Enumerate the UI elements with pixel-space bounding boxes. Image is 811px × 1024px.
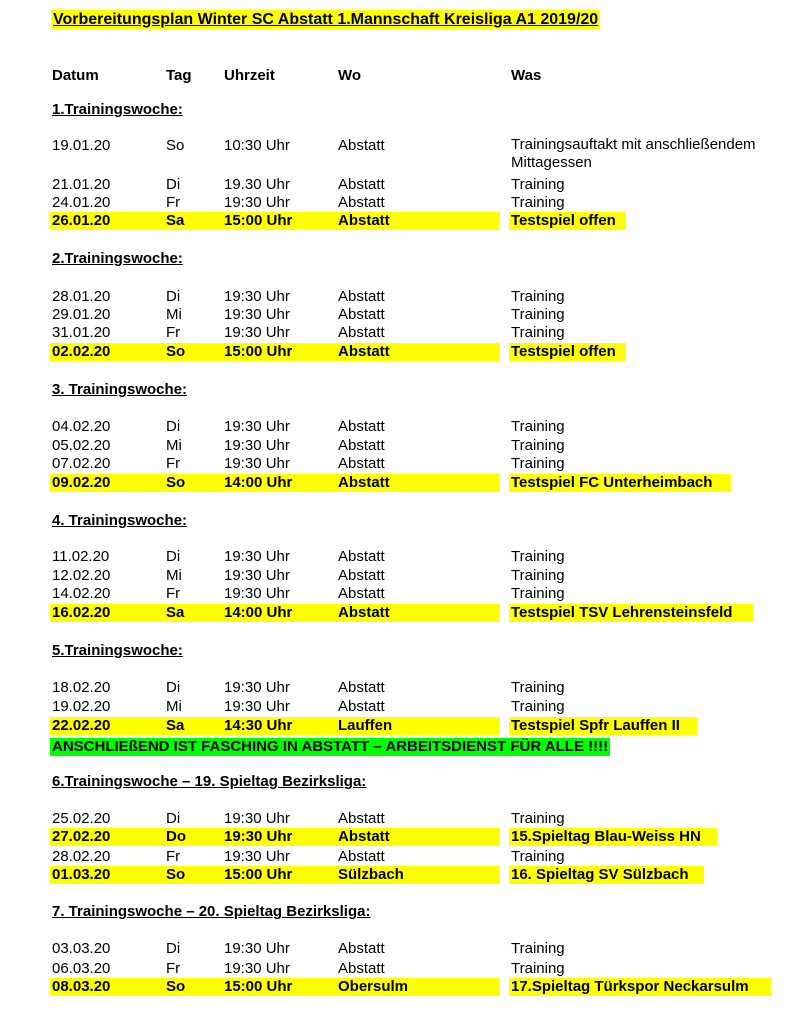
table-row: [0, 136, 811, 171]
cell-was: Testspiel FC Unterheimbach: [511, 474, 713, 491]
cell-tag: Di: [166, 940, 181, 957]
table-row: [0, 940, 811, 958]
week-heading-6: 6.Trainingswoche – 19. Spieltag Bezirksliga:: [52, 773, 367, 790]
cell-tag: Mi: [166, 437, 182, 454]
cell-zeit: 10:30 Uhr: [224, 137, 290, 154]
page-title: Vorbereitungsplan Winter SC Abstatt 1.Mannschaft Kreisliga A1 2019/20: [53, 11, 599, 28]
cell-was: Training: [511, 567, 565, 584]
cell-wo: Abstatt: [338, 306, 385, 323]
cell-zeit: 19:30 Uhr: [224, 548, 290, 565]
cell-was: Training: [511, 960, 565, 977]
cell-zeit: 19:30 Uhr: [224, 567, 290, 584]
cell-zeit: 19:30 Uhr: [224, 418, 290, 435]
cell-zeit: 14:00 Uhr: [224, 474, 293, 491]
table-row: [0, 324, 811, 342]
cell-zeit: 19:30 Uhr: [224, 585, 290, 602]
table-row-highlighted: [0, 828, 811, 846]
table-row-highlighted: [0, 866, 811, 884]
cell-tag: Sa: [166, 212, 185, 229]
cell-zeit: 19:30 Uhr: [224, 324, 290, 341]
week-heading-3: 3. Trainingswoche:: [52, 381, 188, 398]
table-row: [0, 567, 811, 585]
cell-wo: Abstatt: [338, 137, 385, 154]
cell-wo: Abstatt: [338, 548, 385, 565]
table-row: [0, 418, 811, 436]
table-row: [0, 810, 811, 828]
cell-zeit: 19:30 Uhr: [224, 698, 290, 715]
cell-wo: Lauffen: [338, 717, 393, 734]
cell-zeit: 19:30 Uhr: [224, 679, 290, 696]
cell-was: Training: [511, 288, 565, 305]
cell-tag: So: [166, 137, 185, 154]
cell-wo: Abstatt: [338, 474, 390, 491]
cell-datum: 04.02.20: [52, 418, 111, 435]
cell-was: Training: [511, 437, 565, 454]
cell-wo: Abstatt: [338, 176, 385, 193]
cell-was: Training: [511, 698, 565, 715]
cell-wo: Abstatt: [338, 567, 385, 584]
cell-tag: So: [166, 343, 186, 360]
header-tag: Tag: [166, 67, 192, 84]
table-row-highlighted: [0, 717, 811, 735]
cell-wo: Abstatt: [338, 455, 385, 472]
header-datum: Datum: [52, 67, 99, 84]
cell-was: Training: [511, 418, 565, 435]
cell-datum: 12.02.20: [52, 567, 111, 584]
cell-datum: 06.03.20: [52, 960, 111, 977]
cell-datum: 07.02.20: [52, 455, 111, 472]
cell-wo: Abstatt: [338, 343, 390, 360]
header-was: Was: [511, 67, 542, 84]
week-heading-2: 2.Trainingswoche:: [52, 250, 183, 267]
cell-was: Training: [511, 548, 565, 565]
cell-was: Training: [511, 455, 565, 472]
cell-zeit: 19:30 Uhr: [224, 940, 290, 957]
cell-tag: Fr: [166, 960, 181, 977]
cell-wo: Abstatt: [338, 194, 385, 211]
cell-wo: Abstatt: [338, 324, 385, 341]
header-wo: Wo: [338, 67, 362, 84]
cell-tag: Sa: [166, 604, 185, 621]
week-heading-5: 5.Trainingswoche:: [52, 642, 183, 659]
cell-tag: Di: [166, 418, 181, 435]
cell-was: Testspiel TSV Lehrensteinsfeld: [511, 604, 733, 621]
table-row-highlighted: [0, 212, 811, 230]
cell-was: Testspiel offen: [511, 343, 616, 360]
cell-datum: 02.02.20: [52, 343, 111, 360]
table-row: [0, 306, 811, 324]
cell-zeit: 19:30 Uhr: [224, 455, 290, 472]
cell-zeit: 19:30 Uhr: [224, 437, 290, 454]
cell-zeit: 19:30 Uhr: [224, 848, 290, 865]
cell-datum: 11.02.20: [52, 548, 110, 565]
week-heading-1: 1.Trainingswoche:: [52, 101, 183, 118]
cell-tag: Mi: [166, 698, 182, 715]
week-heading-7: 7. Trainingswoche – 20. Spieltag Bezirksliga:: [52, 903, 371, 920]
cell-tag: Sa: [166, 717, 185, 734]
cell-tag: Fr: [166, 848, 181, 865]
cell-datum: 16.02.20: [52, 604, 111, 621]
cell-was: Training: [511, 585, 565, 602]
cell-datum: 01.03.20: [52, 866, 111, 883]
table-row-highlighted: [0, 474, 811, 492]
cell-datum: 14.02.20: [52, 585, 111, 602]
cell-zeit: 14:00 Uhr: [224, 604, 293, 621]
cell-datum: 08.03.20: [52, 978, 111, 995]
cell-tag: Fr: [166, 455, 181, 472]
cell-wo: Abstatt: [338, 848, 385, 865]
cell-zeit: 19:30 Uhr: [224, 828, 293, 845]
cell-datum: 21.01.20: [52, 176, 111, 193]
cell-datum: 03.03.20: [52, 940, 111, 957]
table-row: [0, 585, 811, 603]
table-row: [0, 848, 811, 866]
table-row-highlighted: [0, 343, 811, 361]
cell-wo: Abstatt: [338, 828, 390, 845]
cell-datum: 19.01.20: [52, 137, 111, 154]
cell-datum: 27.02.20: [52, 828, 111, 845]
cell-tag: Di: [166, 176, 181, 193]
cell-zeit: 15:00 Uhr: [224, 343, 293, 360]
cell-was: 16. Spieltag SV Sülzbach: [511, 866, 689, 883]
cell-zeit: 19:30 Uhr: [224, 288, 290, 305]
cell-datum: 25.02.20: [52, 810, 111, 827]
cell-wo: Abstatt: [338, 585, 385, 602]
cell-datum: 19.02.20: [52, 698, 111, 715]
cell-zeit: 19.30 Uhr: [224, 176, 290, 193]
cell-tag: So: [166, 474, 186, 491]
cell-zeit: 15:00 Uhr: [224, 978, 293, 995]
table-row: [0, 288, 811, 306]
cell-wo: Abstatt: [338, 212, 390, 229]
cell-zeit: 19:30 Uhr: [224, 306, 290, 323]
header-uhrzeit: Uhrzeit: [224, 67, 275, 84]
cell-was: 15.Spieltag Blau-Weiss HN: [511, 828, 701, 845]
cell-wo: Abstatt: [338, 698, 385, 715]
table-row: [0, 194, 811, 212]
cell-zeit: 19:30 Uhr: [224, 194, 290, 211]
cell-wo: Sülzbach: [338, 866, 404, 883]
cell-datum: 26.01.20: [52, 212, 111, 229]
cell-datum: 28.01.20: [52, 288, 111, 305]
cell-was: Training: [511, 848, 565, 865]
cell-datum: 22.02.20: [52, 717, 111, 734]
cell-was: Testspiel Spfr Lauffen II: [511, 717, 680, 734]
cell-zeit: 19:30 Uhr: [224, 810, 290, 827]
cell-datum: 18.02.20: [52, 679, 111, 696]
cell-tag: Di: [166, 810, 181, 827]
cell-was: 17.Spieltag Türkspor Neckarsulm: [511, 978, 749, 995]
cell-was: Training: [511, 194, 565, 211]
cell-datum: 05.02.20: [52, 437, 111, 454]
table-row: [0, 176, 811, 194]
cell-tag: Di: [166, 548, 181, 565]
cell-tag: Mi: [166, 567, 182, 584]
cell-wo: Abstatt: [338, 604, 390, 621]
cell-was: Training: [511, 810, 565, 827]
cell-datum: 24.01.20: [52, 194, 111, 211]
table-row-highlighted: [0, 978, 811, 996]
table-row: [0, 437, 811, 455]
cell-datum: 09.02.20: [52, 474, 111, 491]
cell-tag: Fr: [166, 194, 181, 211]
cell-zeit: 14:30 Uhr: [224, 717, 293, 734]
cell-tag: Di: [166, 679, 181, 696]
cell-tag: Di: [166, 288, 181, 305]
cell-wo: Abstatt: [338, 810, 385, 827]
cell-datum: 28.02.20: [52, 848, 111, 865]
cell-zeit: 19:30 Uhr: [224, 960, 290, 977]
cell-tag: Fr: [166, 585, 181, 602]
cell-zeit: 15:00 Uhr: [224, 212, 293, 229]
cell-was: Trainingsauftakt mit anschließendem Mittagessen: [511, 136, 756, 171]
cell-was: Testspiel offen: [511, 212, 616, 229]
cell-was: Training: [511, 306, 565, 323]
cell-tag: Do: [166, 828, 186, 845]
cell-was: Training: [511, 324, 565, 341]
cell-wo: Abstatt: [338, 940, 385, 957]
cell-wo: Abstatt: [338, 960, 385, 977]
cell-zeit: 15:00 Uhr: [224, 866, 293, 883]
week-heading-4: 4. Trainingswoche:: [52, 512, 188, 529]
cell-wo: Obersulm: [338, 978, 409, 995]
cell-wo: Abstatt: [338, 418, 385, 435]
cell-tag: Fr: [166, 324, 181, 341]
cell-tag: Mi: [166, 306, 182, 323]
cell-was: Training: [511, 940, 565, 957]
fasching-note: ANSCHLIEßEND IST FASCHING IN ABSTATT – ARBEITSDIENST FÜR ALLE !!!!: [52, 738, 609, 755]
cell-was: Training: [511, 176, 565, 193]
table-row-highlighted: [0, 604, 811, 622]
cell-datum: 29.01.20: [52, 306, 111, 323]
cell-datum: 31.01.20: [52, 324, 111, 341]
table-row: [0, 455, 811, 473]
cell-wo: Abstatt: [338, 679, 385, 696]
table-row: [0, 960, 811, 978]
table-row: [0, 548, 811, 566]
cell-wo: Abstatt: [338, 437, 385, 454]
table-row: [0, 679, 811, 697]
cell-tag: So: [166, 866, 186, 883]
cell-wo: Abstatt: [338, 288, 385, 305]
cell-tag: So: [166, 978, 186, 995]
cell-was: Training: [511, 679, 565, 696]
table-row: [0, 698, 811, 716]
